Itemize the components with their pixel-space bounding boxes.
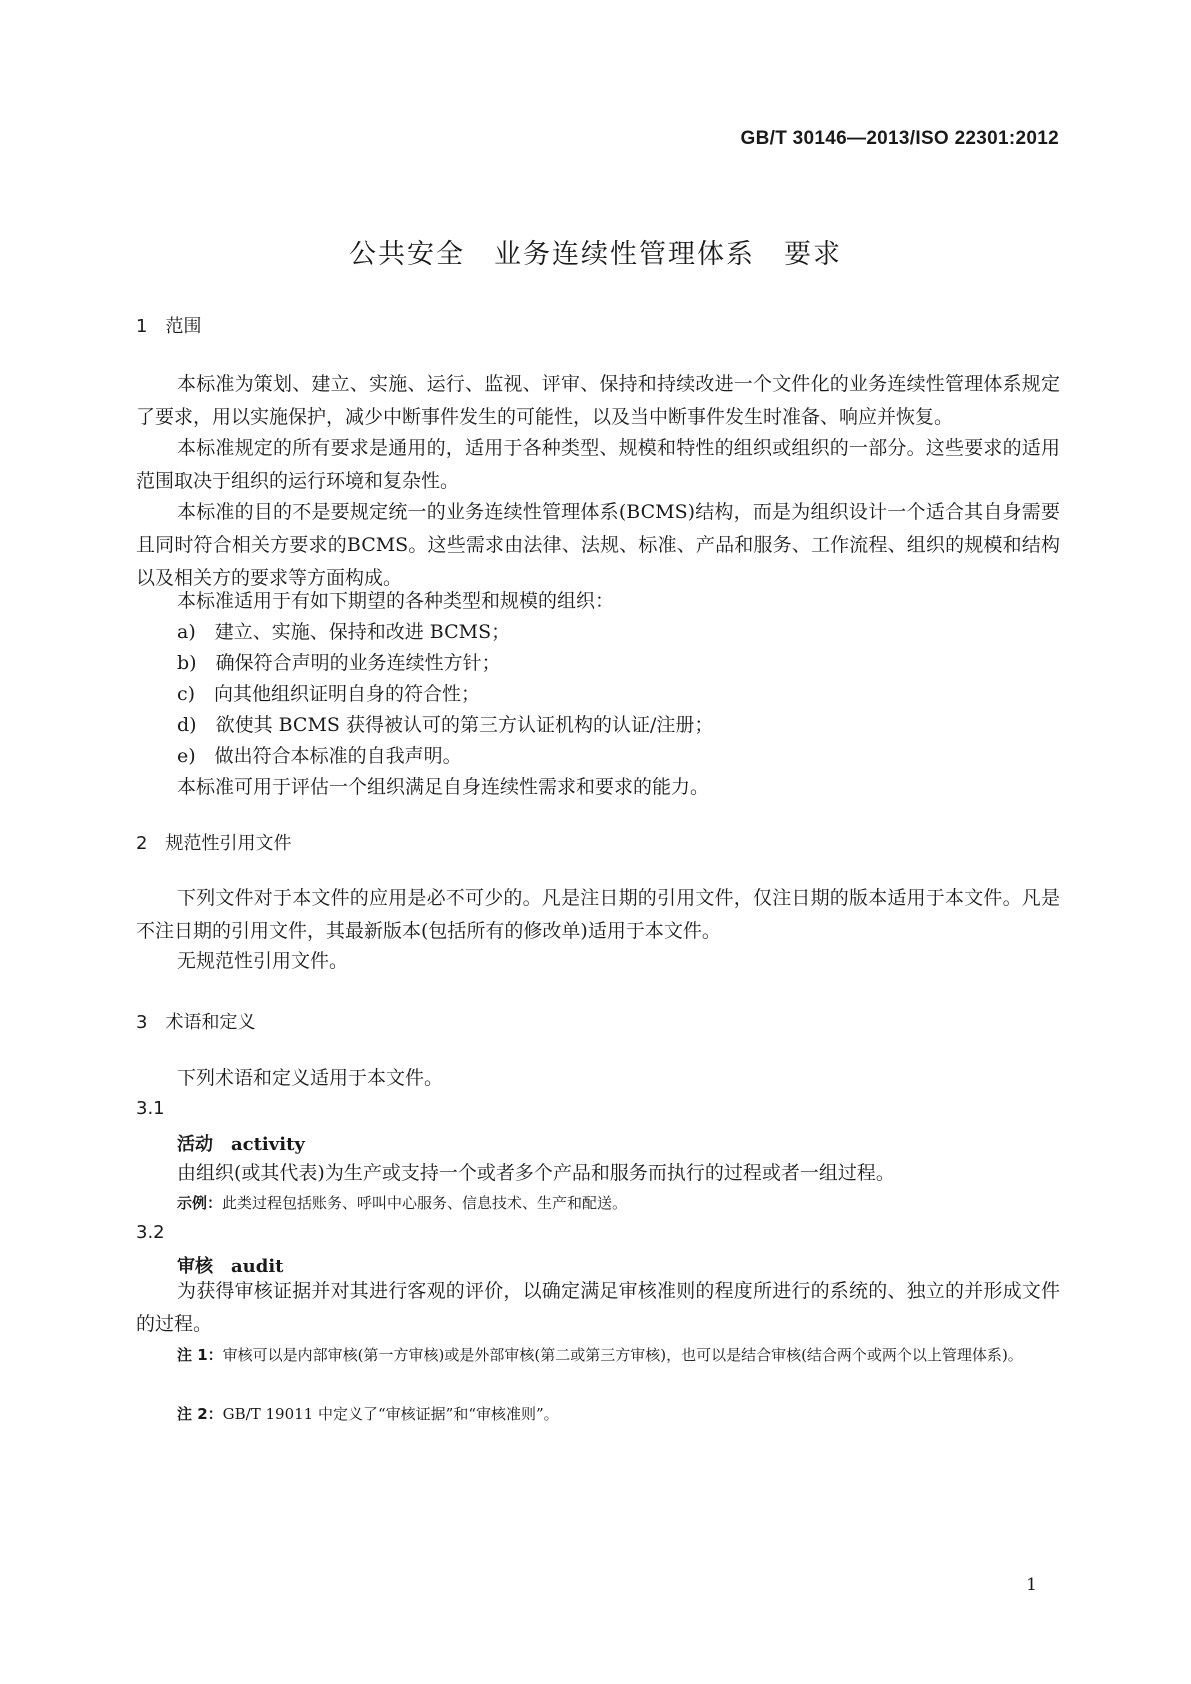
- term-3-1-name: 活动 activity: [177, 1134, 305, 1155]
- list-item-b: b) 确保符合声明的业务连续性方针；: [177, 652, 501, 674]
- term-3-2-note-1: [177, 1340, 1097, 1370]
- list-item-a: a) 建立、实施、保持和改进 BCMS；: [177, 621, 511, 643]
- term-3-2-number: 3.2: [136, 1222, 165, 1243]
- list-item-d: d) 欲使其 BCMS 获得被认可的第三方认证机构的认证/注册；: [177, 714, 714, 736]
- section-1-paragraph-4: 本标准适用于有如下期望的各种类型和规模的组织：: [177, 590, 615, 612]
- note-2-label: 注 2：: [177, 1405, 223, 1423]
- term-3-1-definition: 由组织(或其代表)为生产或支持一个或者多个产品和服务而执行的过程或者一组过程。: [177, 1162, 895, 1184]
- section-1-paragraph-1: 本标准为策划、建立、实施、运行、监视、评审、保持和持续改进一个文件化的业务连续性管理体系规定了要求，用以实施保护，减少中断事件发生的可能性，以及当中断事件发生时准备、响应并恢复。: [136, 373, 1060, 428]
- example-text: 此类过程包括账务、呼叫中心服务、信息技术、生产和配送。: [222, 1194, 628, 1212]
- document-title: 公共安全 业务连续性管理体系 要求: [349, 239, 842, 270]
- section-1-paragraph-2: 本标准规定的所有要求是通用的，适用于各种类型、规模和特性的组织或组织的一部分。这些要求的适用范围取决于组织的运行环境和复杂性。: [136, 437, 1060, 492]
- section-3-heading: 3 术语和定义: [136, 1012, 256, 1033]
- section-1-paragraph-3: 本标准的目的不是要规定统一的业务连续性管理体系(BCMS)结构，而是为组织设计一个适合其自身需要且同时符合相关方要求的BCMS。这些需求由法律、法规、标准、产品和服务、工作流程、组织的规模和结构以及相关方的要求等方面构成。: [136, 501, 1060, 589]
- section-2-paragraph-2: 无规范性引用文件。: [177, 950, 349, 972]
- note-1-label: 注 1：: [177, 1346, 223, 1364]
- list-item-c: c) 向其他组织证明自身的符合性；: [177, 683, 481, 705]
- section-3-intro: 下列术语和定义适用于本文件。: [177, 1067, 444, 1089]
- note-1-text: 审核可以是内部审核(第一方审核)或是外部审核(第二或第三方审核)，也可以是结合审核(结合两个或两个以上管理体系)。: [222, 1346, 1023, 1364]
- term-3-1-example: [177, 1192, 627, 1213]
- section-1-heading: 1 范围: [136, 316, 202, 337]
- list-item-e: e) 做出符合本标准的自我声明。: [177, 745, 462, 767]
- note-2-text: GB/T 19011 中定义了“审核证据”和“审核准则”。: [222, 1405, 559, 1423]
- section-1-paragraph-5: 本标准可用于评估一个组织满足自身连续性需求和要求的能力。: [177, 776, 710, 798]
- example-label: 示例：: [177, 1194, 223, 1212]
- page-number: 1: [1026, 1575, 1037, 1595]
- term-3-1-number: 3.1: [136, 1098, 165, 1119]
- term-3-2-definition: 为获得审核证据并对其进行客观的评价，以确定满足审核准则的程度所进行的系统的、独立的并形成文件的过程。: [136, 1280, 1060, 1335]
- term-3-2-name: 审核 audit: [177, 1256, 284, 1277]
- standard-code-header: GB/T 30146—2013/ISO 22301:2012: [740, 128, 1059, 149]
- term-3-2-note-2: [177, 1403, 559, 1424]
- section-2-heading: 2 规范性引用文件: [136, 833, 292, 854]
- section-2-paragraph-1: 下列文件对于本文件的应用是必不可少的。凡是注日期的引用文件，仅注日期的版本适用于本文件。凡是不注日期的引用文件，其最新版本(包括所有的修改单)适用于本文件。: [136, 887, 1060, 942]
